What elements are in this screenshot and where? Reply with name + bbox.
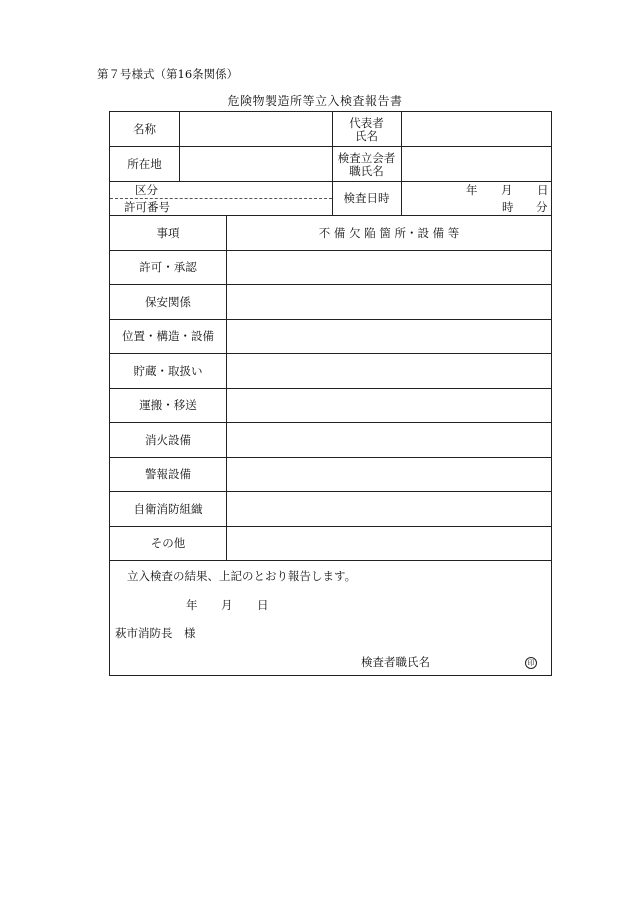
defect-field-storage-handling[interactable] <box>227 354 551 388</box>
defects-column-header: 不 備 欠 陥 箇 所・設 備 等 <box>318 225 460 240</box>
location-label: 所在地 <box>127 156 162 171</box>
form-number: 第７号様式（第16条関係） <box>97 67 239 81</box>
inspection-date-label: 検査日時 <box>343 191 390 205</box>
name-label: 名称 <box>133 121 156 136</box>
defect-field-self-defense-fire-organization[interactable] <box>227 492 551 526</box>
item-permit-approval: 許可・承認 <box>139 260 197 274</box>
permit-number-label: 許可番号 <box>124 200 170 214</box>
report-day-unit: 日 <box>257 598 269 612</box>
report-form <box>109 111 552 676</box>
document-title: 危険物製造所等立入検査報告書 <box>227 94 403 108</box>
time-hour-unit: 時 <box>502 200 514 214</box>
date-day-unit: 日 <box>537 183 549 197</box>
representative-label <box>332 113 401 146</box>
defect-field-alarm-equipment[interactable] <box>227 458 551 491</box>
date-month-unit: 月 <box>501 183 513 197</box>
defect-field-permit-approval[interactable] <box>227 251 551 284</box>
representative-field[interactable] <box>402 112 551 146</box>
name-field[interactable] <box>180 112 332 146</box>
item-transport: 運搬・移送 <box>139 398 197 412</box>
defect-field-fire-extinguishing-equipment[interactable] <box>227 423 551 457</box>
defect-field-transport[interactable] <box>227 389 551 422</box>
date-year-unit: 年 <box>466 183 478 197</box>
witness-label <box>332 148 401 181</box>
location-field[interactable] <box>180 147 332 181</box>
report-month-unit: 月 <box>221 598 233 612</box>
item-location-structure-equipment: 位置・構造・設備 <box>122 329 214 343</box>
item-fire-extinguishing-equipment: 消火設備 <box>145 432 191 447</box>
item-safety: 保安関係 <box>145 294 191 309</box>
defect-field-other[interactable] <box>227 527 551 560</box>
witness-label-line2: 職氏名 <box>349 163 384 178</box>
addressee: 萩市消防長 様 <box>115 626 196 640</box>
report-statement: 立入検査の結果、上記のとおり報告します。 <box>127 569 357 583</box>
seal-mark: 印 <box>525 657 537 669</box>
item-storage-handling: 貯蔵・取扱い <box>133 363 203 378</box>
category-label: 区分 <box>135 183 158 197</box>
defect-field-safety[interactable] <box>227 285 551 319</box>
inspector-name-label: 検査者職氏名 <box>361 655 430 669</box>
item-other: その他 <box>150 536 186 550</box>
representative-label-line2: 氏名 <box>355 128 378 143</box>
time-minute-unit: 分 <box>536 200 548 214</box>
witness-label-line1: 検査立会者 <box>337 150 396 165</box>
witness-field[interactable] <box>402 147 551 181</box>
item-column-header: 事項 <box>156 225 180 240</box>
item-alarm-equipment: 警報設備 <box>145 467 191 481</box>
item-self-defense-fire-organization: 自衛消防組織 <box>133 501 203 516</box>
representative-label-line1: 代表者 <box>349 115 384 130</box>
defect-field-location-structure-equipment[interactable] <box>227 320 551 353</box>
report-year-unit: 年 <box>186 598 198 612</box>
